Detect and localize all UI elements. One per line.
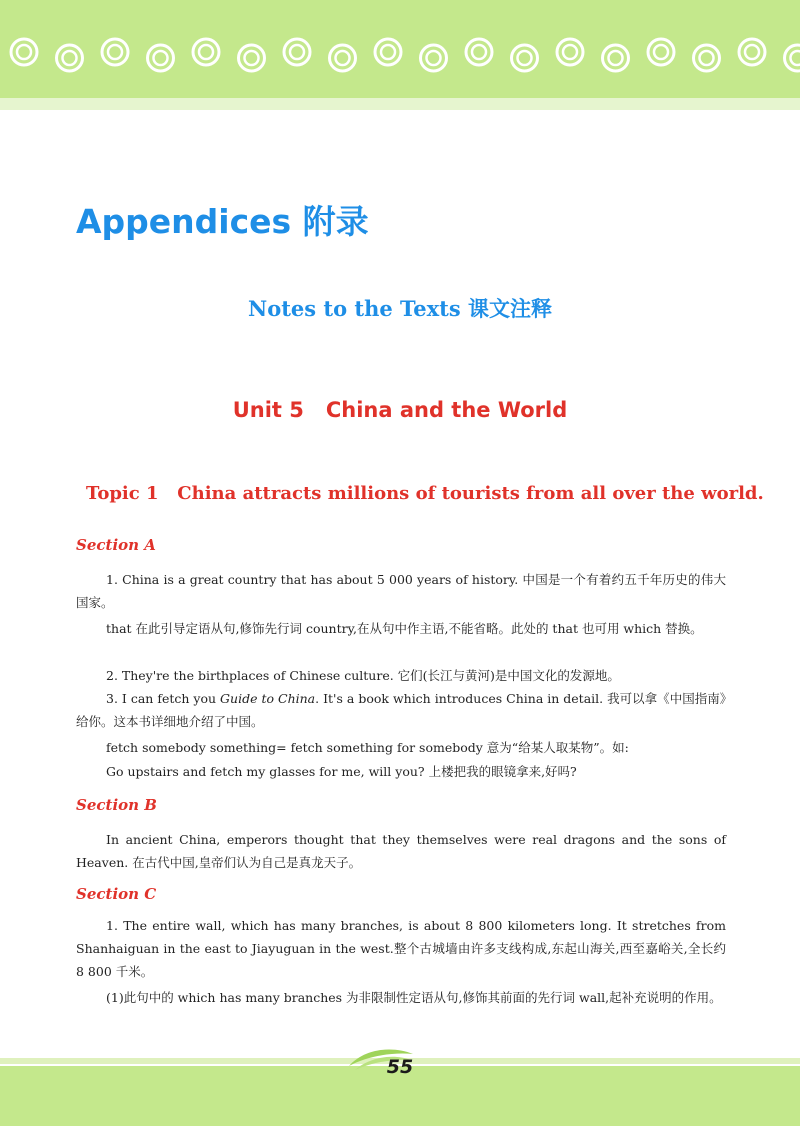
ring-icon	[154, 51, 168, 65]
ring-icon	[381, 45, 395, 59]
ring-icon	[290, 45, 304, 59]
section-a-note-4	[76, 687, 726, 733]
ring-icon	[791, 51, 800, 65]
ring-icon	[427, 51, 441, 65]
ring-icon	[199, 45, 213, 59]
ring-icon	[563, 45, 577, 59]
ring-icon	[17, 45, 31, 59]
page-number: 55	[386, 1056, 414, 1078]
section-a-example: Go upstairs and fetch my glasses for me, will you? 上楼把我的眼镜拿来,好吗?	[106, 764, 577, 779]
ring-icon	[330, 45, 356, 71]
ring-icon	[654, 45, 668, 59]
ring-icon	[375, 39, 401, 65]
section-a-note-5: fetch somebody something= fetch something for somebody 意为“给某人取某物”。如:	[106, 740, 629, 755]
section-c-label: Section C	[76, 885, 157, 903]
page-number-badge	[375, 1050, 425, 1086]
section-a-note-3: 2. They're the birthplaces of Chinese culture. 它们(长江与黄河)是中国文化的发源地。	[106, 668, 620, 683]
ring-icon	[284, 39, 310, 65]
section-a-label: Section A	[76, 536, 156, 554]
notes-heading: Notes to the Texts 课文注释	[248, 296, 552, 321]
ring-icon	[421, 45, 447, 71]
ring-icon	[512, 45, 538, 71]
section-b-note-1: In ancient China, emperors thought that they themselves were real dragons and the sons of Heaven. 在古代中国,皇帝们认为自己是真龙天子。	[76, 832, 726, 870]
ring-icon	[785, 45, 800, 71]
ring-icon	[609, 51, 623, 65]
ring-icon	[694, 45, 720, 71]
ring-icon	[603, 45, 629, 71]
ring-icon	[245, 51, 259, 65]
ring-icon	[472, 45, 486, 59]
ring-icon	[108, 45, 122, 59]
ring-icon	[700, 51, 714, 65]
ring-icon	[466, 39, 492, 65]
ring-icon	[239, 45, 265, 71]
section-c-note-2: (1)此句中的 which has many branches 为非限制性定语从句,修饰其前面的先行词 wall,起补充说明的作用。	[106, 990, 722, 1005]
ring-icon	[557, 39, 583, 65]
ring-icon	[745, 45, 759, 59]
ring-icon	[518, 51, 532, 65]
ring-icon	[148, 45, 174, 71]
topic-heading: Topic 1 China attracts millions of tourists from all over the world.	[86, 483, 764, 504]
ring-icon	[193, 39, 219, 65]
unit-heading: Unit 5 China and the World	[232, 398, 568, 422]
section-a-note-1: 1. China is a great country that has about 5 000 years of history. 中国是一个有着约五千年历史的伟大国家。	[76, 572, 726, 610]
section-a-note-2: that 在此引导定语从句,修饰先行词 country,在从句中作主语,不能省略。此处的 that 也可用 which 替换。	[106, 621, 703, 636]
section-c-note-1: 1. The entire wall, which has many branches, is about 8 800 kilometers long. It stretches from Shanhaiguan in the east to Jiayuguan in the west.整个古城墙由许多支线构成,东起山海关,西至嘉峪关,全长约 8 800 千米。	[76, 918, 726, 979]
ring-icon	[11, 39, 37, 65]
book-title: Guide to China	[220, 691, 316, 706]
note-4-start: 3. I can fetch you	[106, 691, 221, 706]
section-b-label: Section B	[76, 796, 157, 814]
page-title: Appendices 附录	[76, 202, 369, 241]
note-4-end: . It's a book which introduces China in detail. 我可以拿《中国指南》给你。这本书详细地介绍了中国。	[76, 691, 726, 729]
ring-icon	[336, 51, 350, 65]
ring-icon	[648, 39, 674, 65]
ring-icon	[102, 39, 128, 65]
ring-decoration	[0, 0, 800, 110]
ring-icon	[57, 45, 83, 71]
ring-icon	[739, 39, 765, 65]
ring-icon	[63, 51, 77, 65]
